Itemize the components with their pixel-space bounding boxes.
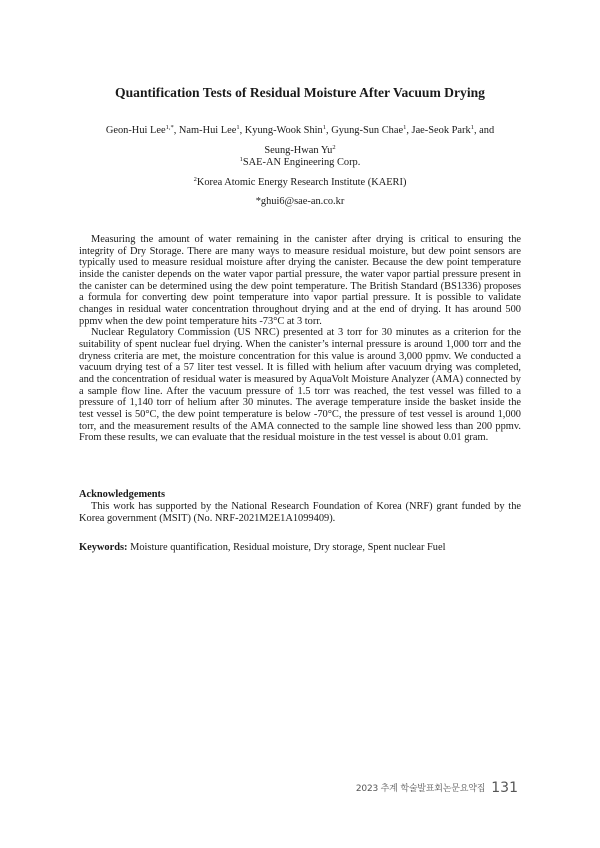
abstract-paragraph: Measuring the amount of water remaining in the canister after drying is critical to ensuring the integrity of Dry Storage. There are many ways to measure residual moisture, but dew point sensors are typically used to measure residual moisture after drying the canister. Because the dew point temperature inside the canister depends on the water vapor partial pressure, the water vapor partial pressure present in the canister can be determined using the dew point temperature. The British Standard (BS1336) proposes a formula for converting dew point temperature into vapor partial pressure. It is possible to validate changes in residual water concentration throughout drying and at the end of drying. It has around 500 ppmv when the dew point temperature hits -73°C at 3 torr.: [79, 234, 521, 327]
proceedings-title: 2023 추계 학술발표회논문요약집: [355, 784, 486, 794]
affiliation: $^1$SAE-AN Engineering Corp.: [239, 156, 361, 168]
affiliation: $^2$Korea Atomic Energy Research Institute (KAERI): [193, 176, 407, 188]
author-list: [0, 121, 600, 161]
author: Jae-Seok Park$^1$, and: [411, 124, 495, 136]
acknowledgements-heading: Acknowledgements: [79, 489, 166, 500]
page-number: 131: [491, 780, 518, 796]
author: Seung-Hwan Yu$^2$: [264, 144, 336, 156]
author: Nam-Hui Lee$^1$,: [178, 124, 245, 136]
abstract-body: [79, 234, 521, 444]
acknowledgements-text: This work has supported by the National Research Foundation of Korea (NRF) grant funded by the Korea government (MSIT) (No. NRF-2021M2E1A1099409).: [79, 501, 521, 524]
keywords: [79, 542, 521, 553]
corresponding-email: *ghui6@sae-an.co.kr: [255, 196, 345, 207]
author: Gyung-Sun Chae$^1$,: [331, 124, 412, 136]
paper-title: Quantification Tests of Residual Moisture After Vacuum Drying: [115, 85, 485, 100]
keywords-text: Moisture quantification, Residual moisture, Dry storage, Spent nuclear Fuel: [130, 542, 446, 553]
abstract-paragraph: Nuclear Regulatory Commission (US NRC) presented at 3 torr for 30 minutes as a criterion for the suitability of spent nuclear fuel drying. When the canister’s internal pressure is around 1,000 torr and the dryness criteria are met, the moisture concentration for this value is around 3,000 ppmv. We conducted a vacuum drying test of a 57 liter test vessel. It is filled with helium after vacuum drying was completed, and the concentration of residual water is measured by AquaVolt Moisture Analyzer (AMA) connected by a sample flow line. After the vacuum pressure of 1.5 torr was reached, the test vessel was filled to a pressure of 1,140 torr of helium after 30 minutes. The average temperature inside the basket inside the test vessel is 50°C, the dew point temperature is below -70°C, the pressure of test vessel is around 1,000 torr, and the measurement results of the AMA connected to the sample line showed less than 200 ppmv. From these results, we can evaluate that the residual moisture in the test vessel is about 0.01 gram.: [79, 327, 521, 444]
keywords-label: Keywords:: [79, 542, 128, 553]
author: Geon-Hui Lee$^{1,*}$,: [105, 124, 179, 136]
author: Kyung-Wook Shin$^1$,: [244, 124, 332, 136]
page-footer: [356, 776, 518, 796]
